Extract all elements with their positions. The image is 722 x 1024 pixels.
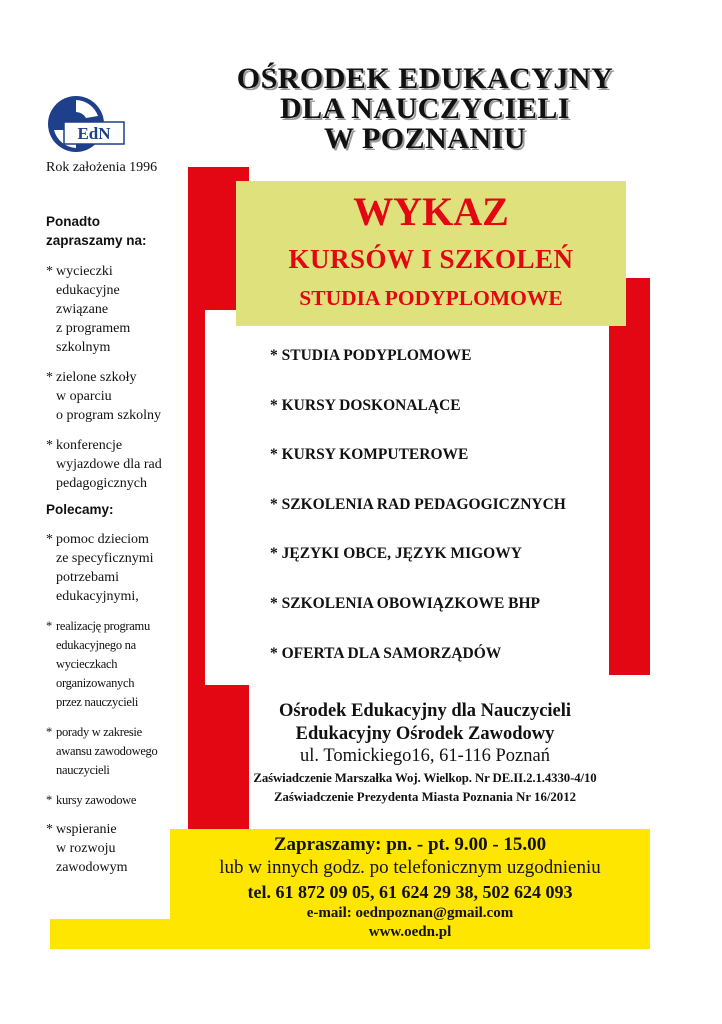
institution-name-1: Ośrodek Edukacyjny dla Nauczycieli	[278, 701, 572, 721]
phone-numbers: tel. 61 872 09 05, 61 624 29 38, 502 624 093	[247, 882, 573, 902]
bullet: *	[46, 793, 52, 807]
page-title	[200, 64, 650, 154]
title-line-3: W POZNANIU	[324, 122, 526, 155]
offer-item: * SZKOLENIA OBOWIĄZKOWE BHP	[270, 594, 541, 612]
alt-hours: lub w innych godz. po telefonicznym uzgodnieniu	[219, 857, 601, 878]
item-line: edukacyjnymi,	[56, 589, 139, 604]
offer-item: * KURSY DOSKONALĄCE	[270, 396, 461, 414]
item-line: związane	[56, 302, 109, 317]
offer-item: * STUDIA PODYPLOMOWE	[270, 347, 472, 364]
item-line: o program szkolny	[56, 408, 161, 423]
list-item	[46, 791, 196, 810]
item-line: szkolnym	[56, 340, 111, 355]
logo	[46, 94, 136, 154]
item-line: kursy zawodowe	[56, 793, 137, 807]
item-line: przez nauczycieli	[56, 695, 138, 709]
opening-hours: Zapraszamy: pn. - pt. 9.00 - 15.00	[273, 834, 547, 855]
title-line-2: DLA NAUCZYCIELI	[279, 92, 571, 125]
list-item	[46, 723, 196, 780]
sidebar-heading-recommend: Polecamy:	[46, 502, 114, 517]
title-line-1: OŚRODEK EDUKACYJNY	[236, 62, 614, 95]
item-line: w rozwoju	[56, 841, 116, 856]
bullet: *	[46, 370, 53, 385]
item-line: awansu zawodowego	[56, 744, 158, 758]
logo-graphic	[46, 94, 136, 154]
item-line: wycieczki	[56, 264, 113, 279]
item-line: potrzebami	[56, 570, 119, 585]
email-link[interactable]: e-mail: oednpoznan@gmail.com	[306, 905, 514, 921]
item-line: w oparciu	[56, 389, 112, 404]
heading-line: zapraszamy na:	[46, 233, 147, 248]
white-inset-left	[205, 310, 249, 685]
certificate-1: Zaświadczenie Marszałka Woj. Wielkop. Nr DE.II.2.1.4330-4/10	[253, 771, 597, 785]
banner-subtitle-2: STUDIA PODYPLOMOWE	[299, 286, 563, 310]
item-line: realizację programu	[56, 619, 150, 633]
item-line: z programem	[56, 321, 131, 336]
item-line: pedagogicznych	[56, 476, 147, 491]
bullet: *	[46, 822, 53, 837]
bullet: *	[46, 725, 52, 739]
list-item	[46, 530, 196, 606]
institution-name-2: Edukacyjny Ośrodek Zawodowy	[295, 724, 555, 744]
yellow-bar-bottom	[50, 919, 180, 949]
item-line: wycieczkach	[56, 657, 118, 671]
item-line: organizowanych	[56, 676, 135, 690]
sidebar	[46, 212, 196, 877]
banner-subtitle: KURSÓW I SZKOLEŃ	[288, 244, 574, 274]
offer-item: * JĘZYKI OBCE, JĘZYK MIGOWY	[270, 545, 522, 563]
item-line: nauczycieli	[56, 763, 110, 777]
list-item	[46, 436, 196, 493]
bullet: *	[46, 438, 53, 453]
item-line: wspieranie	[56, 822, 117, 837]
item-line: edukacyjnego na	[56, 638, 136, 652]
offer-item: * OFERTA DLA SAMORZĄDÓW	[270, 644, 502, 662]
heading-line: Ponadto	[46, 214, 100, 229]
item-line: zawodowym	[56, 860, 128, 875]
item-line: konferencje	[56, 438, 123, 453]
item-line: pomoc dzieciom	[56, 532, 149, 547]
bullet: *	[46, 619, 52, 633]
bullet: *	[46, 264, 53, 279]
founded-year: Rok założenia 1996	[46, 160, 158, 175]
item-line: ze specyficznymi	[56, 551, 154, 566]
banner-title: WYKAZ	[353, 189, 509, 234]
item-line: zielone szkoły	[56, 370, 137, 385]
offer-item: * SZKOLENIA RAD PEDAGOGICZNYCH	[270, 495, 566, 513]
list-item	[46, 262, 196, 357]
offer-list	[270, 346, 630, 693]
item-line: wyjazdowe dla rad	[56, 457, 162, 472]
logo-text: EdN	[77, 124, 111, 143]
website-link[interactable]: www.oedn.pl	[368, 924, 452, 940]
list-item	[46, 368, 196, 425]
item-line: porady w zakresie	[56, 725, 142, 739]
list-item	[46, 617, 196, 712]
sidebar-heading-invite	[46, 212, 196, 250]
offer-item: * KURSY KOMPUTEROWE	[270, 446, 469, 464]
bullet: *	[46, 532, 53, 547]
item-line: edukacyjne	[56, 283, 120, 298]
certificate-2: Zaświadczenie Prezydenta Miasta Poznania Nr 16/2012	[273, 790, 576, 804]
institution-address: ul. Tomickiego16, 61-116 Poznań	[300, 746, 550, 766]
